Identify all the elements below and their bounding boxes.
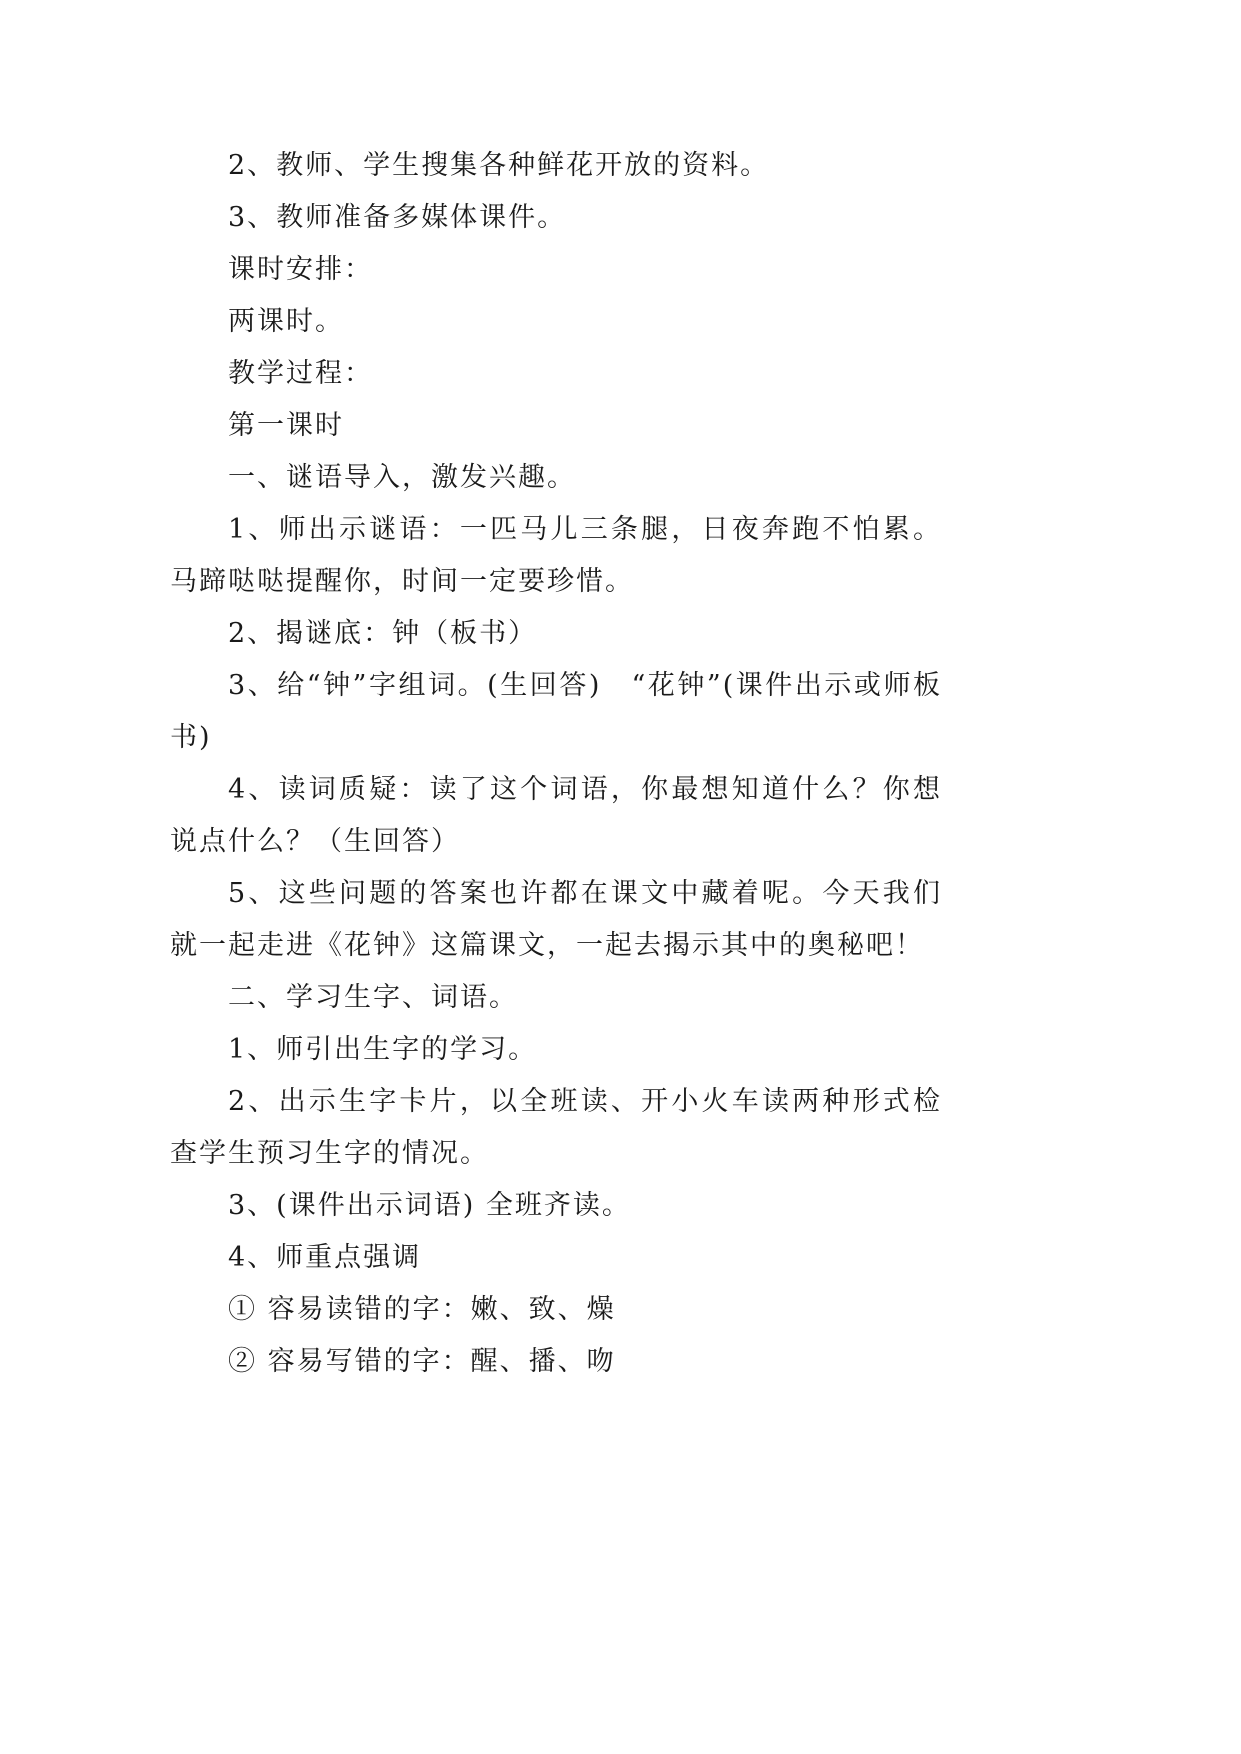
paragraph-miswritten-characters: ② 容易写错的字：醒、播、吻 <box>228 1346 616 1377</box>
paragraph-introduction: 5、这些问题的答案也许都在课文中藏着呢。今天我们就一起走进《花钟》这篇课文，一起去揭示其中的奥秘吧！ <box>170 878 942 961</box>
paragraph-schedule-heading: 课时安排： <box>228 254 373 285</box>
paragraph-emphasis: 4、师重点强调 <box>228 1242 422 1273</box>
paragraph-process-heading: 教学过程： <box>228 358 373 389</box>
document-body <box>170 140 942 1388</box>
paragraph-group-reading: 3、(课件出示词语) 全班齐读。 <box>228 1190 631 1221</box>
paragraph-schedule-value: 两课时。 <box>228 306 344 337</box>
paragraph-materials-courseware: 3、教师准备多媒体课件。 <box>228 202 567 233</box>
paragraph-riddle-answer: 2、揭谜底：钟（板书） <box>228 618 538 649</box>
paragraph-lesson-one-heading: 第一课时 <box>228 410 344 441</box>
paragraph-materials-collect: 2、教师、学生搜集各种鲜花开放的资料。 <box>228 150 770 181</box>
paragraph-riddle: 1、师出示谜语：一匹马儿三条腿，日夜奔跑不怕累。马蹄哒哒提醒你，时间一定要珍惜。 <box>170 514 942 597</box>
paragraph-new-characters: 1、师引出生字的学习。 <box>228 1034 538 1065</box>
paragraph-word-building: 3、给“钟”字组词。(生回答) “花钟”(课件出示或师板书) <box>170 670 942 753</box>
paragraph-questioning: 4、读词质疑：读了这个词语，你最想知道什么？你想说点什么？（生回答） <box>170 774 942 857</box>
paragraph-flashcards: 2、出示生字卡片，以全班读、开小火车读两种形式检查学生预习生字的情况。 <box>170 1086 942 1169</box>
paragraph-misread-characters: ① 容易读错的字：嫩、致、燥 <box>228 1294 616 1325</box>
paragraph-section-two-heading: 二、学习生字、词语。 <box>228 982 518 1013</box>
paragraph-section-one-heading: 一、谜语导入，激发兴趣。 <box>228 462 576 493</box>
